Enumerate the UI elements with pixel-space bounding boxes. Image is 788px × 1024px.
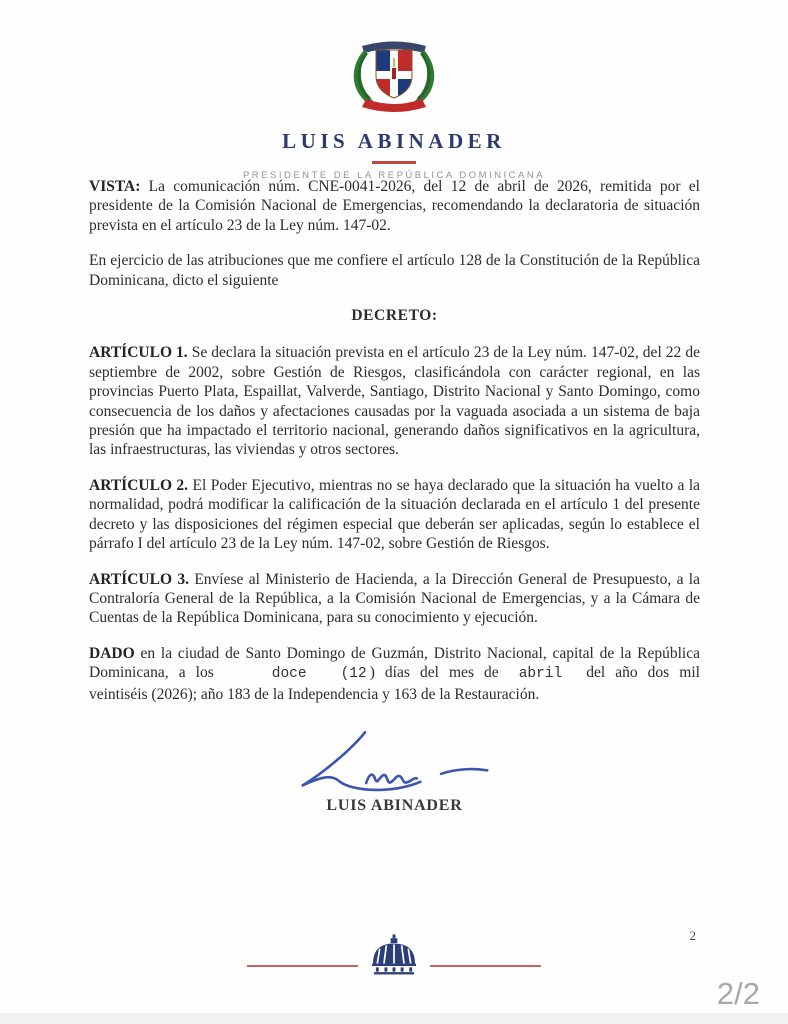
footer-line-left [247, 965, 358, 967]
paragraph-article-3 [89, 570, 700, 628]
typed-day-number: (12 [340, 666, 367, 683]
letterhead-president-name: LUIS ABINADER [282, 129, 506, 153]
paragraph-article-2 [89, 476, 700, 554]
paragraph-article-1-lead: ARTÍCULO 1. [89, 344, 188, 362]
typed-month: abril [518, 666, 563, 683]
signature-icon [297, 728, 493, 800]
paragraph-preamble [89, 251, 700, 290]
paragraph-article-2-lead: ARTÍCULO 2. [89, 476, 189, 494]
national-palace-dome-icon [367, 933, 421, 975]
page-number: 2 [689, 928, 696, 943]
paragraph-dado-post: del año dos mil veintiséis (2026); año 183 de la Independencia y 163 de la Restauración. [89, 664, 700, 703]
paragraph-vista [89, 177, 700, 235]
paragraph-dado-lead: DADO [89, 644, 135, 662]
paragraph-vista-text: La comunicación núm. CNE-0041-2026, del 12 de abril de 2026, remitida por el presidente de la Comisión Nacional de Emergencias, recomendando la declaratoria de situación prevista en el artículo 23 de la Ley núm. 147-02. [89, 178, 700, 234]
paragraph-dado-pre: en la ciudad de Santo Domingo de Guzmán, Distrito Nacional, capital de la República Dominicana, a los [89, 644, 700, 682]
viewer-page-indicator: 2/2 [716, 976, 760, 1011]
paragraph-dado [89, 644, 700, 704]
paragraph-dado-mid: ) días del mes de [369, 664, 499, 682]
letterhead-subtitle: PRESIDENTE DE LA REPÚBLICA DOMINICANA [242, 170, 546, 181]
letterhead [0, 36, 788, 181]
footer-seal [0, 933, 788, 975]
red-divider [372, 161, 416, 164]
paragraph-article-1-text: Se declara la situación prevista en el artículo 23 de la Ley núm. 147-02, del 22 de septiembre de 2002, sobre Gestión de Riesgos, clasificándola con carácter regional, en las provincias Puerto Plata, Espaillat, Valverde, Santiago, Distrito Nacional y Santo Domingo, como consecuencia de los daños y afectaciones causadas por la vaguada asociada a un sistema de baja presión que ha impactado el territorio nacional, generando daños significativos en la agricultura, las infraestructuras, las viviendas y otros sectores. [89, 344, 700, 459]
coat-of-arms-icon [342, 36, 446, 118]
decree-body [89, 177, 700, 815]
footer-line-right [430, 965, 541, 967]
paragraph-vista-lead: VISTA: [89, 178, 141, 195]
paragraph-article-1 [89, 343, 700, 459]
signatory-name: LUIS ABINADER [326, 796, 463, 814]
signature-block [89, 728, 700, 815]
decree-heading: DECRETO: [351, 307, 438, 325]
paragraph-article-3-lead: ARTÍCULO 3. [89, 570, 189, 588]
paragraph-article-3-text: Envíese al Ministerio de Hacienda, a la Dirección General de Presupuesto, a la Contraloría General de la República, a la Comisión Nacional de Emergencias, y a la Cámara de Cuentas de la República Dominicana, para su conocimiento y ejecución. [89, 570, 700, 627]
bottom-strip [0, 1013, 788, 1024]
paragraph-article-2-text: El Poder Ejecutivo, mientras no se haya declarado que la situación ha vuelto a la normalidad, podrá modificar la calificación de la situación declarada en el artículo 1 del presente decreto y las disposiciones del régimen especial que deberán ser aplicadas, según lo establece el párrafo I del artículo 23 de la Ley núm. 147-02, sobre Gestión de Riesgos. [89, 476, 701, 553]
typed-day-word: doce [271, 666, 307, 683]
paragraph-preamble-text: En ejercicio de las atribuciones que me confiere el artículo 128 de la Constitución de la República Dominicana, dicto el siguiente [89, 252, 700, 289]
